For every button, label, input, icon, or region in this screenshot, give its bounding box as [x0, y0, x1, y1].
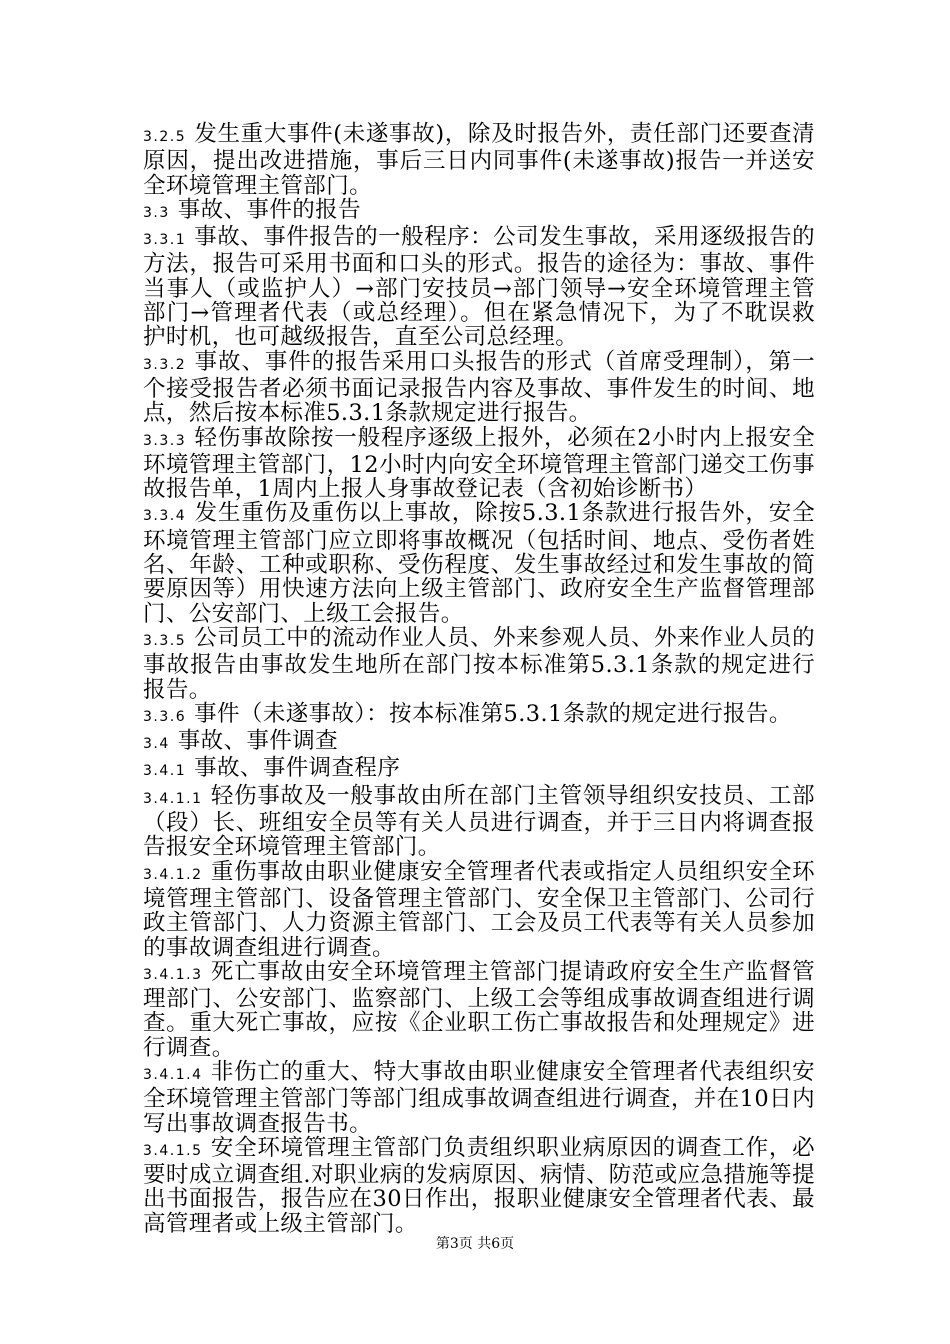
clause-text: 死亡事故由安全环境管理主管部门提请政府安全生产监督管理部门、公安部门、监察部门、上级工会等组成事故调查组进行调查。重大死亡事故，应按《企业职工伤亡事故报告和处理规定》进行调查。 [143, 958, 815, 1061]
paragraph [143, 122, 815, 198]
clause-number: 3.4.1.1 [143, 790, 203, 807]
paragraph [143, 225, 815, 349]
section-heading [143, 756, 815, 783]
page-number: 第3页 共6页 [435, 1236, 515, 1252]
paragraph [143, 350, 815, 426]
clause-text: 事故、事件的报告 [177, 196, 361, 223]
paragraph [143, 501, 815, 625]
clause-number: 3.3.5 [143, 632, 187, 649]
clause-number: 3.3.6 [143, 708, 187, 725]
clause-text: 轻伤事故及一般事故由所在部门主管领导组织安技员、工部（段）长、班组安全员等有关人员进行调查，并于三日内将调查报告报安全环境管理主管部门。 [143, 782, 815, 861]
clause-text: 发生重大事件(未遂事故)，除及时报告外，责任部门还要查清原因，提出改进措施，事后三日内同事件(未遂事故)报告一并送安全环境管理主管部门。 [143, 121, 815, 199]
clause-number: 3.3.4 [143, 508, 187, 525]
clause-text: 事件（未遂事故）：按本标准第5.3.1条款的规定进行报告。 [194, 700, 792, 727]
paragraph [143, 784, 815, 860]
clause-number: 3.4.1.5 [143, 1142, 203, 1159]
clause-text: 公司员工中的流动作业人员、外来参观人员、外来作业人员的事故报告由事故发生地所在部门按本标准第5.3.1条款的规定进行报告。 [143, 624, 815, 703]
clause-text: 轻伤事故除按一般程序逐级上报外，必须在2小时内上报安全环境管理主管部门，12小时内向安全环境管理主管部门递交工伤事故报告单，1周内上报人身事故登记表（含初始诊断书） [143, 424, 815, 503]
document-body [143, 122, 815, 1236]
clause-text: 非伤亡的重大、特大事故由职业健康安全管理者代表组织安全环境管理主管部门等部门组成事故调查组进行调查，并在10日内写出事故调查报告书。 [143, 1058, 815, 1137]
paragraph [143, 626, 815, 702]
clause-text: 事故、事件的报告采用口头报告的形式（首席受理制），第一个接受报告者必须书面记录报告内容及事故、事件发生的时间、地点，然后按本标准5.3.1条款规定进行报告。 [143, 348, 815, 427]
clause-text: 事故、事件调查 [177, 728, 339, 755]
clause-number: 3.3.1 [143, 232, 187, 249]
paragraph [143, 860, 815, 960]
clause-text: 事故、事件报告的一般程序：公司发生事故，采用逐级报告的方法，报告可采用书面和口头的形式。报告的途径为：事故、事件当事人（或监护人）→部门安技员→部门领导→安全环境管理主管部门→管理者代表（或总经理）。但在紧急情况下，为了不耽误救护时机，也可越级报告，直至公司总经理。 [143, 224, 815, 351]
paragraph [143, 1136, 815, 1236]
clause-number: 3.4.1 [143, 763, 187, 780]
clause-number: 3.2.5 [143, 129, 187, 145]
clause-number: 3.4.1.4 [143, 1066, 203, 1083]
clause-text: 安全环境管理主管部门负责组织职业病原因的调查工作，必要时成立调查组.对职业病的发病原因、病情、防范或应急措施等提出书面报告，报告应在30日作出，报职业健康安全管理者代表、最高管理者或上级主管部门。 [143, 1134, 815, 1237]
page-footer [0, 1233, 950, 1253]
clause-text: 事故、事件调查程序 [194, 755, 401, 782]
paragraph [143, 1060, 815, 1136]
clause-number: 3.4 [143, 736, 170, 753]
paragraph [143, 702, 815, 729]
clause-number: 3.3 [143, 204, 170, 221]
section-heading [143, 729, 815, 756]
paragraph [143, 426, 815, 502]
clause-text: 重伤事故由职业健康安全管理者代表或指定人员组织安全环境管理主管部门、设备管理主管部门、安全保卫主管部门、公司行政主管部门、人力资源主管部门、工会及员工代表等有关人员参加的事故调查组进行调查。 [143, 858, 815, 961]
paragraph [143, 960, 815, 1060]
clause-text: 发生重伤及重伤以上事故，除按5.3.1条款进行报告外，安全环境管理主管部门应立即将事故概况（包括时间、地点、受伤者姓名、年龄、工种或职称、受伤程度、发生事故经过和发生事故的简要原因等）用快速方法向上级主管部门、政府安全生产监督管理部门、公安部门、上级工会报告。 [143, 500, 815, 627]
section-heading [143, 198, 815, 225]
clause-number: 3.3.2 [143, 356, 187, 373]
clause-number: 3.4.1.3 [143, 966, 203, 983]
clause-number: 3.4.1.2 [143, 866, 203, 883]
clause-number: 3.3.3 [143, 432, 187, 449]
